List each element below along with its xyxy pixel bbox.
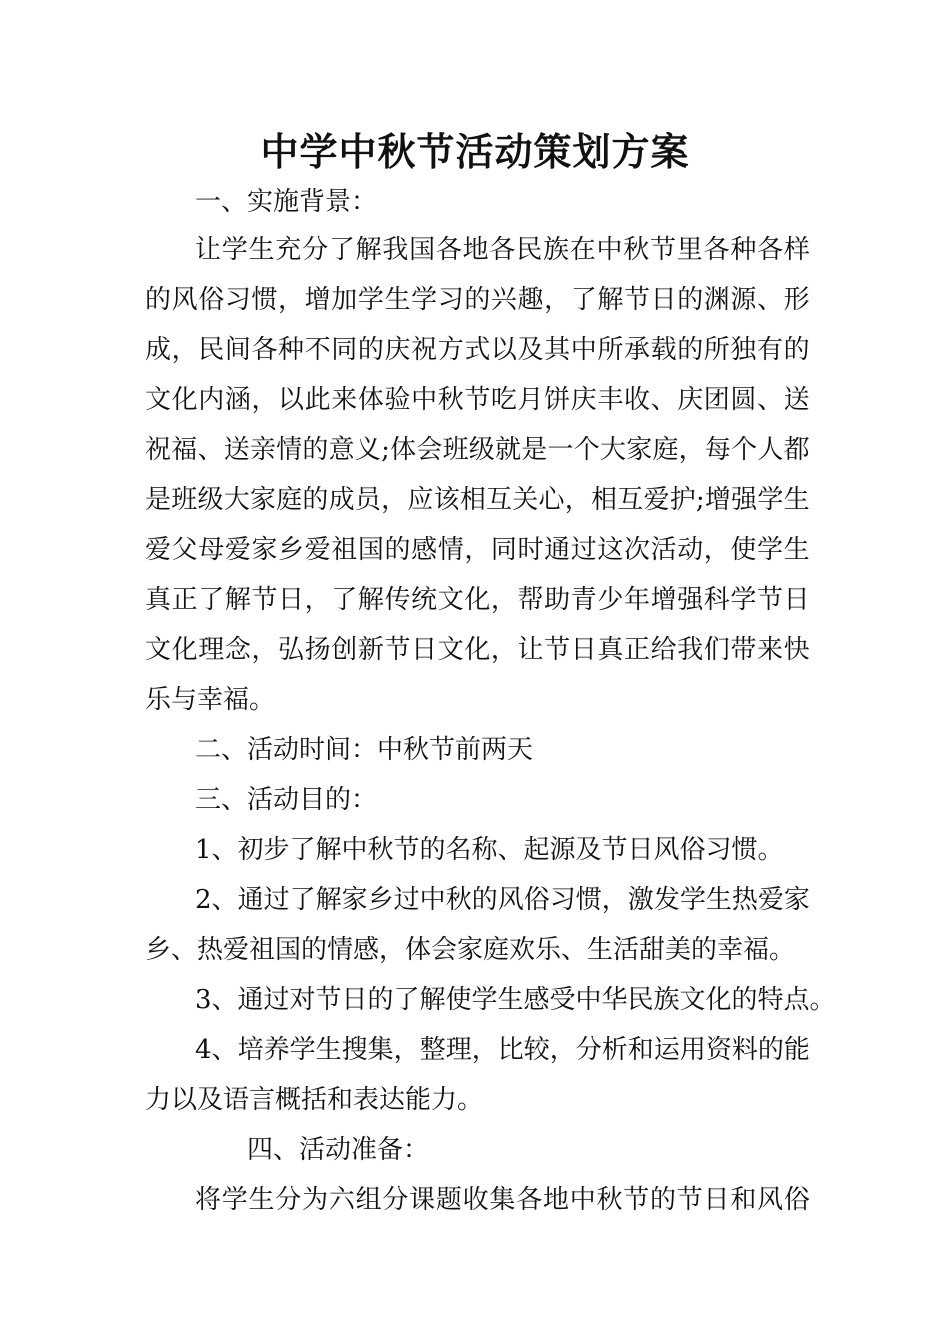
- paragraph-line: 真 正 了 解 节 日 ， 了 解 传 统 文 化 ， 帮 助 青 少 年 增 强 科 学 节 日: [145, 585, 810, 615]
- section-heading-background: 一、实施背景：: [195, 187, 378, 217]
- paragraph-line: 的 风 俗 习 惯 ， 增 加 学 生 学 习 的 兴 趣 ， 了 解 节 日 的 渊 源 、 形: [145, 285, 810, 315]
- goal-item: 4 、 培 养 学 生 搜 集 ， 整 理 ， 比 较 ， 分 析 和 运 用 资 料 的 能: [195, 1035, 810, 1065]
- section-heading-preparation: 四、活动准备：: [247, 1135, 430, 1165]
- goal-item: 3、通过对节日的了解使学生感受中华民族文化的特点。: [195, 985, 836, 1015]
- paragraph-line: 将 学 生 分 为 六 组 分 课 题 收 集 各 地 中 秋 节 的 节 日 和 风 俗: [195, 1185, 810, 1215]
- goal-item: 2 、 通 过 了 解 家 乡 过 中 秋 的 风 俗 习 惯 ， 激 发 学 生 热 爱 家: [195, 885, 810, 915]
- document-title: 中学中秋节活动策划方案: [260, 129, 690, 174]
- paragraph-line: 是 班 级 大 家 庭 的 成 员 ， 应 该 相 互 关 心 ， 相 互 爱 护 ; 增 强 学 生: [145, 485, 810, 515]
- section-heading-goals: 三、活动目的：: [195, 785, 378, 815]
- paragraph-line: 文 化 内 涵 ， 以 此 来 体 验 中 秋 节 吃 月 饼 庆 丰 收 、 庆 团 圆 、 送: [145, 385, 810, 415]
- goal-item-continued: 乡、热爱祖国的情感，体会家庭欢乐、生活甜美的幸福。: [145, 935, 796, 965]
- goal-item-continued: 力以及语言概括和表达能力。: [145, 1085, 484, 1115]
- section-heading-time: 二、活动时间：中秋节前两天: [195, 735, 534, 765]
- paragraph-line: 文 化 理 念 ， 弘 扬 创 新 节 日 文 化 ， 让 节 日 真 正 给 我 们 带 来 快: [145, 635, 810, 665]
- goal-item: 1、初步了解中秋节的名称、起源及节日风俗习惯。: [195, 835, 784, 865]
- paragraph-line: 爱 父 母 爱 家 乡 爱 祖 国 的 感 情 ， 同 时 通 过 这 次 活 动 ， 使 学 生: [145, 535, 810, 565]
- paragraph-line: 成 ， 民 间 各 种 不 同 的 庆 祝 方 式 以 及 其 中 所 承 载 的 所 独 有 的: [145, 335, 810, 365]
- paragraph-line: 祝 福 、 送 亲 情 的 意 义 ; 体 会 班 级 就 是 一 个 大 家 庭 ， 每 个 人 都: [145, 435, 810, 465]
- paragraph-line: 让 学 生 充 分 了 解 我 国 各 地 各 民 族 在 中 秋 节 里 各 种 各 样: [195, 235, 810, 265]
- paragraph-line: 乐与幸福。: [145, 685, 276, 715]
